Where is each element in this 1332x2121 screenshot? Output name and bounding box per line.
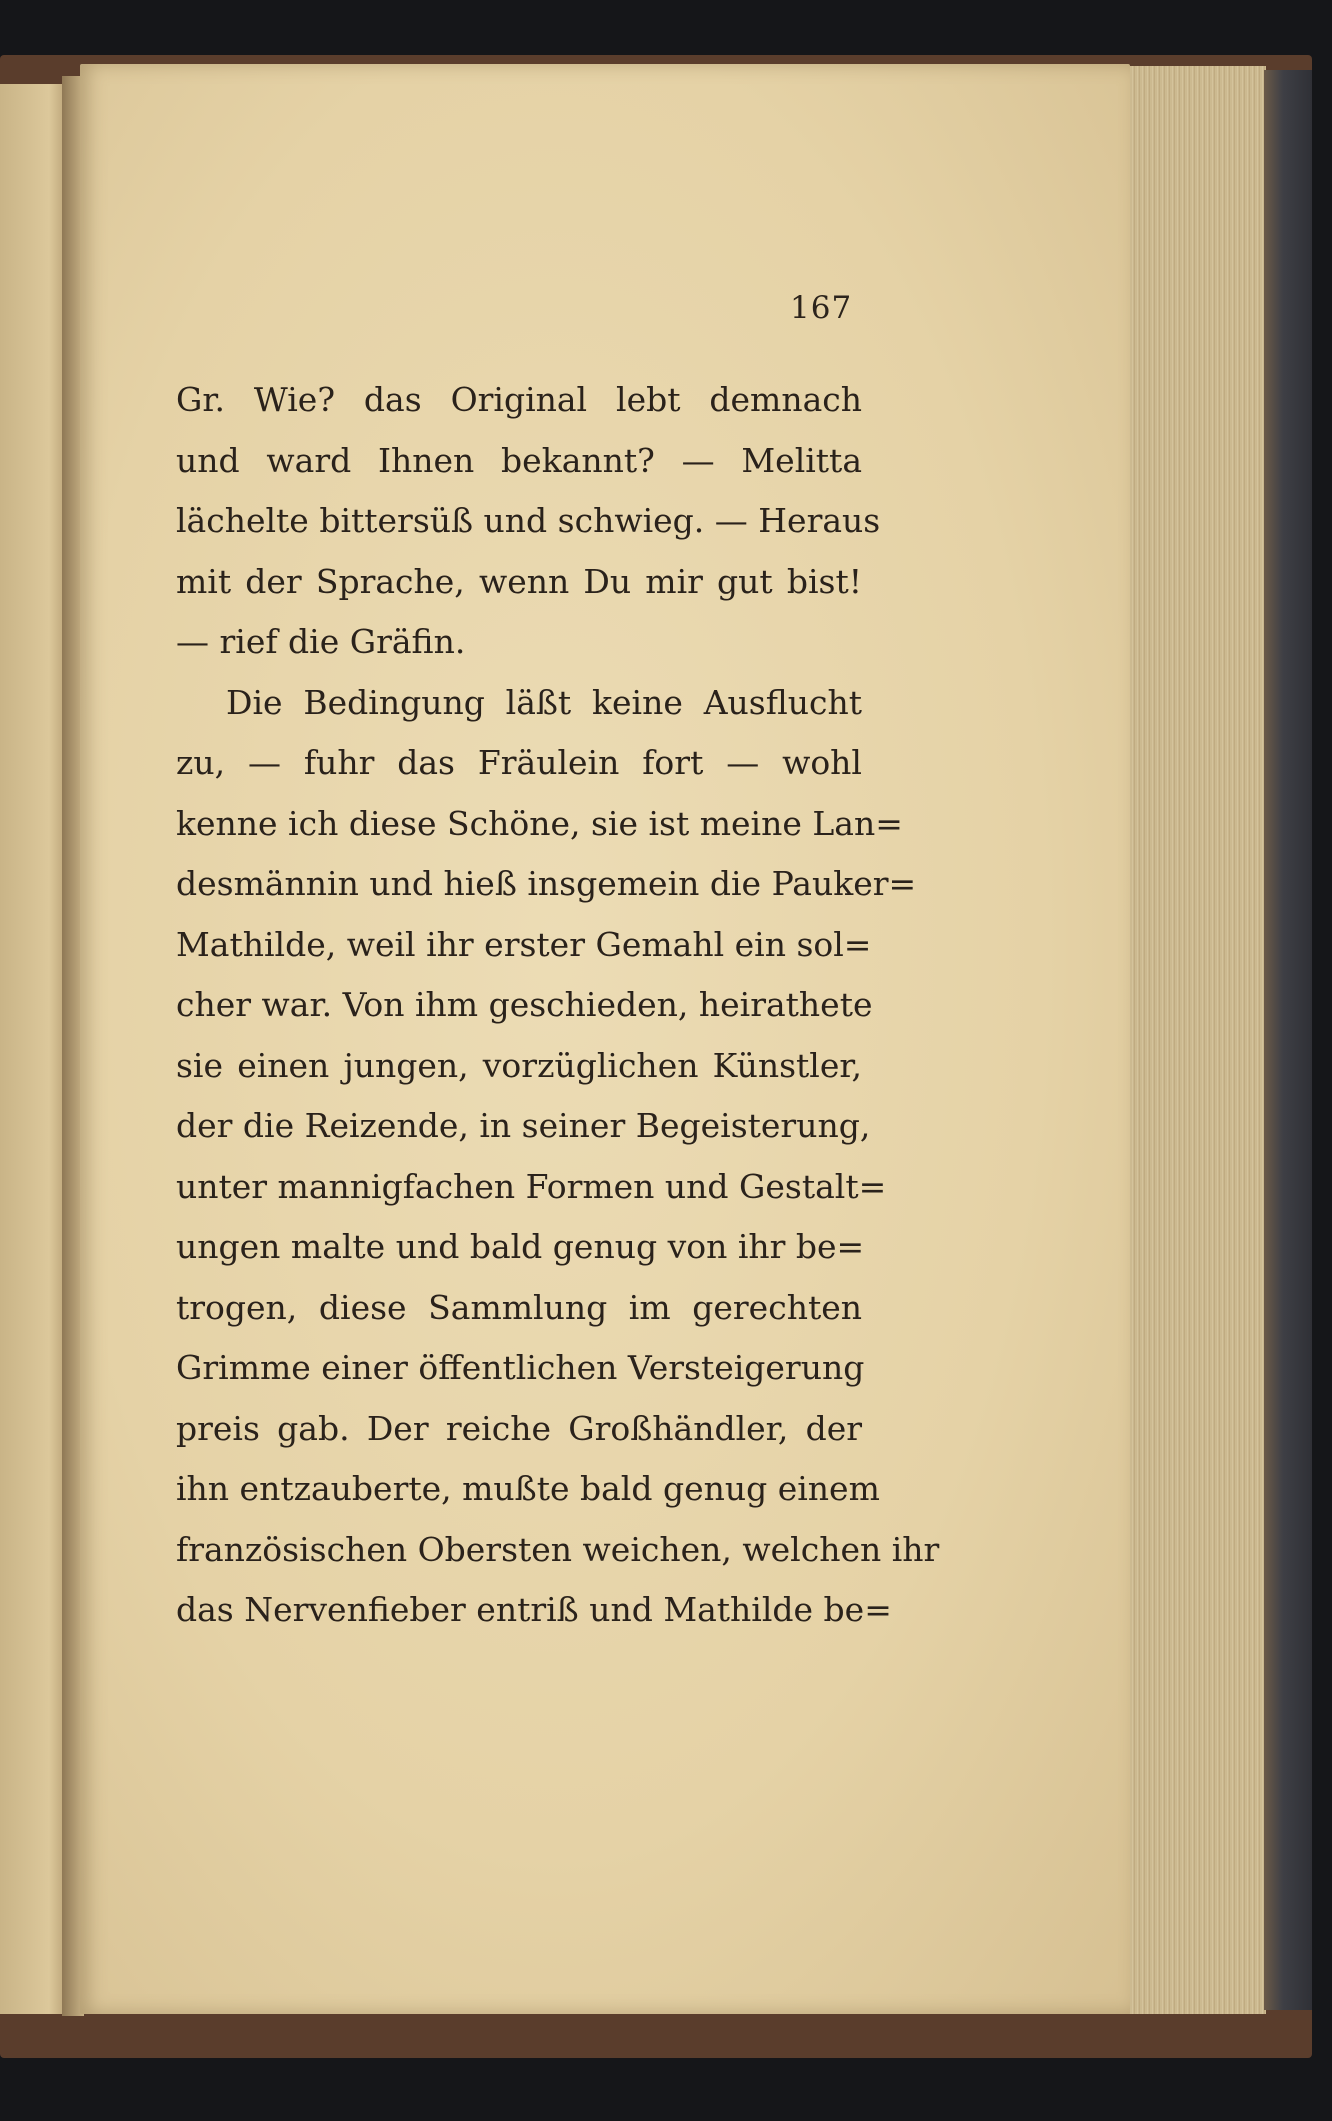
text-line: und ward Ihnen bekannt? — Melitta [176, 440, 862, 480]
text-line: Gr. Wie? das Original lebt demnach [176, 380, 862, 419]
text-line: Mathilde, weil ihr erster Gemahl ein sol= [176, 924, 872, 964]
text-line: ihn entzauberte, mußte bald genug einem [176, 1469, 880, 1508]
text-line: sie einen jungen, vorzüglichen Künstler, [176, 1045, 862, 1085]
text-line: lächelte bittersüß und schwieg. — Heraus [176, 501, 881, 540]
text-line: zu, — fuhr das Fräulein fort — wohl [176, 743, 862, 782]
text-line: Die Bedingung läßt keine Ausflucht [226, 682, 862, 722]
page-text [176, 370, 940, 1641]
text-line: — rief die Gräfin. [176, 622, 466, 661]
text-line: der die Reizende, in seiner Begeisterung, [176, 1106, 871, 1145]
page-number: 167 [790, 290, 853, 326]
text-line: trogen, diese Sammlung im gerechten [176, 1287, 862, 1327]
page-stack-edge [1124, 66, 1266, 2014]
text-line: französischen Obersten weichen, welchen ihr [176, 1529, 940, 1569]
text-line: desmännin und hieß insgemein die Pauker= [176, 864, 917, 903]
cover-edge [1264, 70, 1312, 2010]
text-line: preis gab. Der reiche Großhändler, der [176, 1408, 862, 1448]
text-line: Grimme einer öffentlichen Versteigerung [176, 1348, 865, 1387]
left-page-edge [0, 84, 70, 2014]
text-line: cher war. Von ihm geschieden, heirathete [176, 985, 873, 1024]
text-line: ungen malte und bald genug von ihr be= [176, 1227, 865, 1266]
text-line: das Nervenfieber entriß und Mathilde be= [176, 1590, 892, 1629]
text-line: unter mannigfachen Formen und Gestalt= [176, 1166, 887, 1206]
text-line: mit der Sprache, wenn Du mir gut bist! [176, 561, 862, 601]
text-line: kenne ich diese Schöne, sie ist meine Lan= [176, 803, 903, 843]
